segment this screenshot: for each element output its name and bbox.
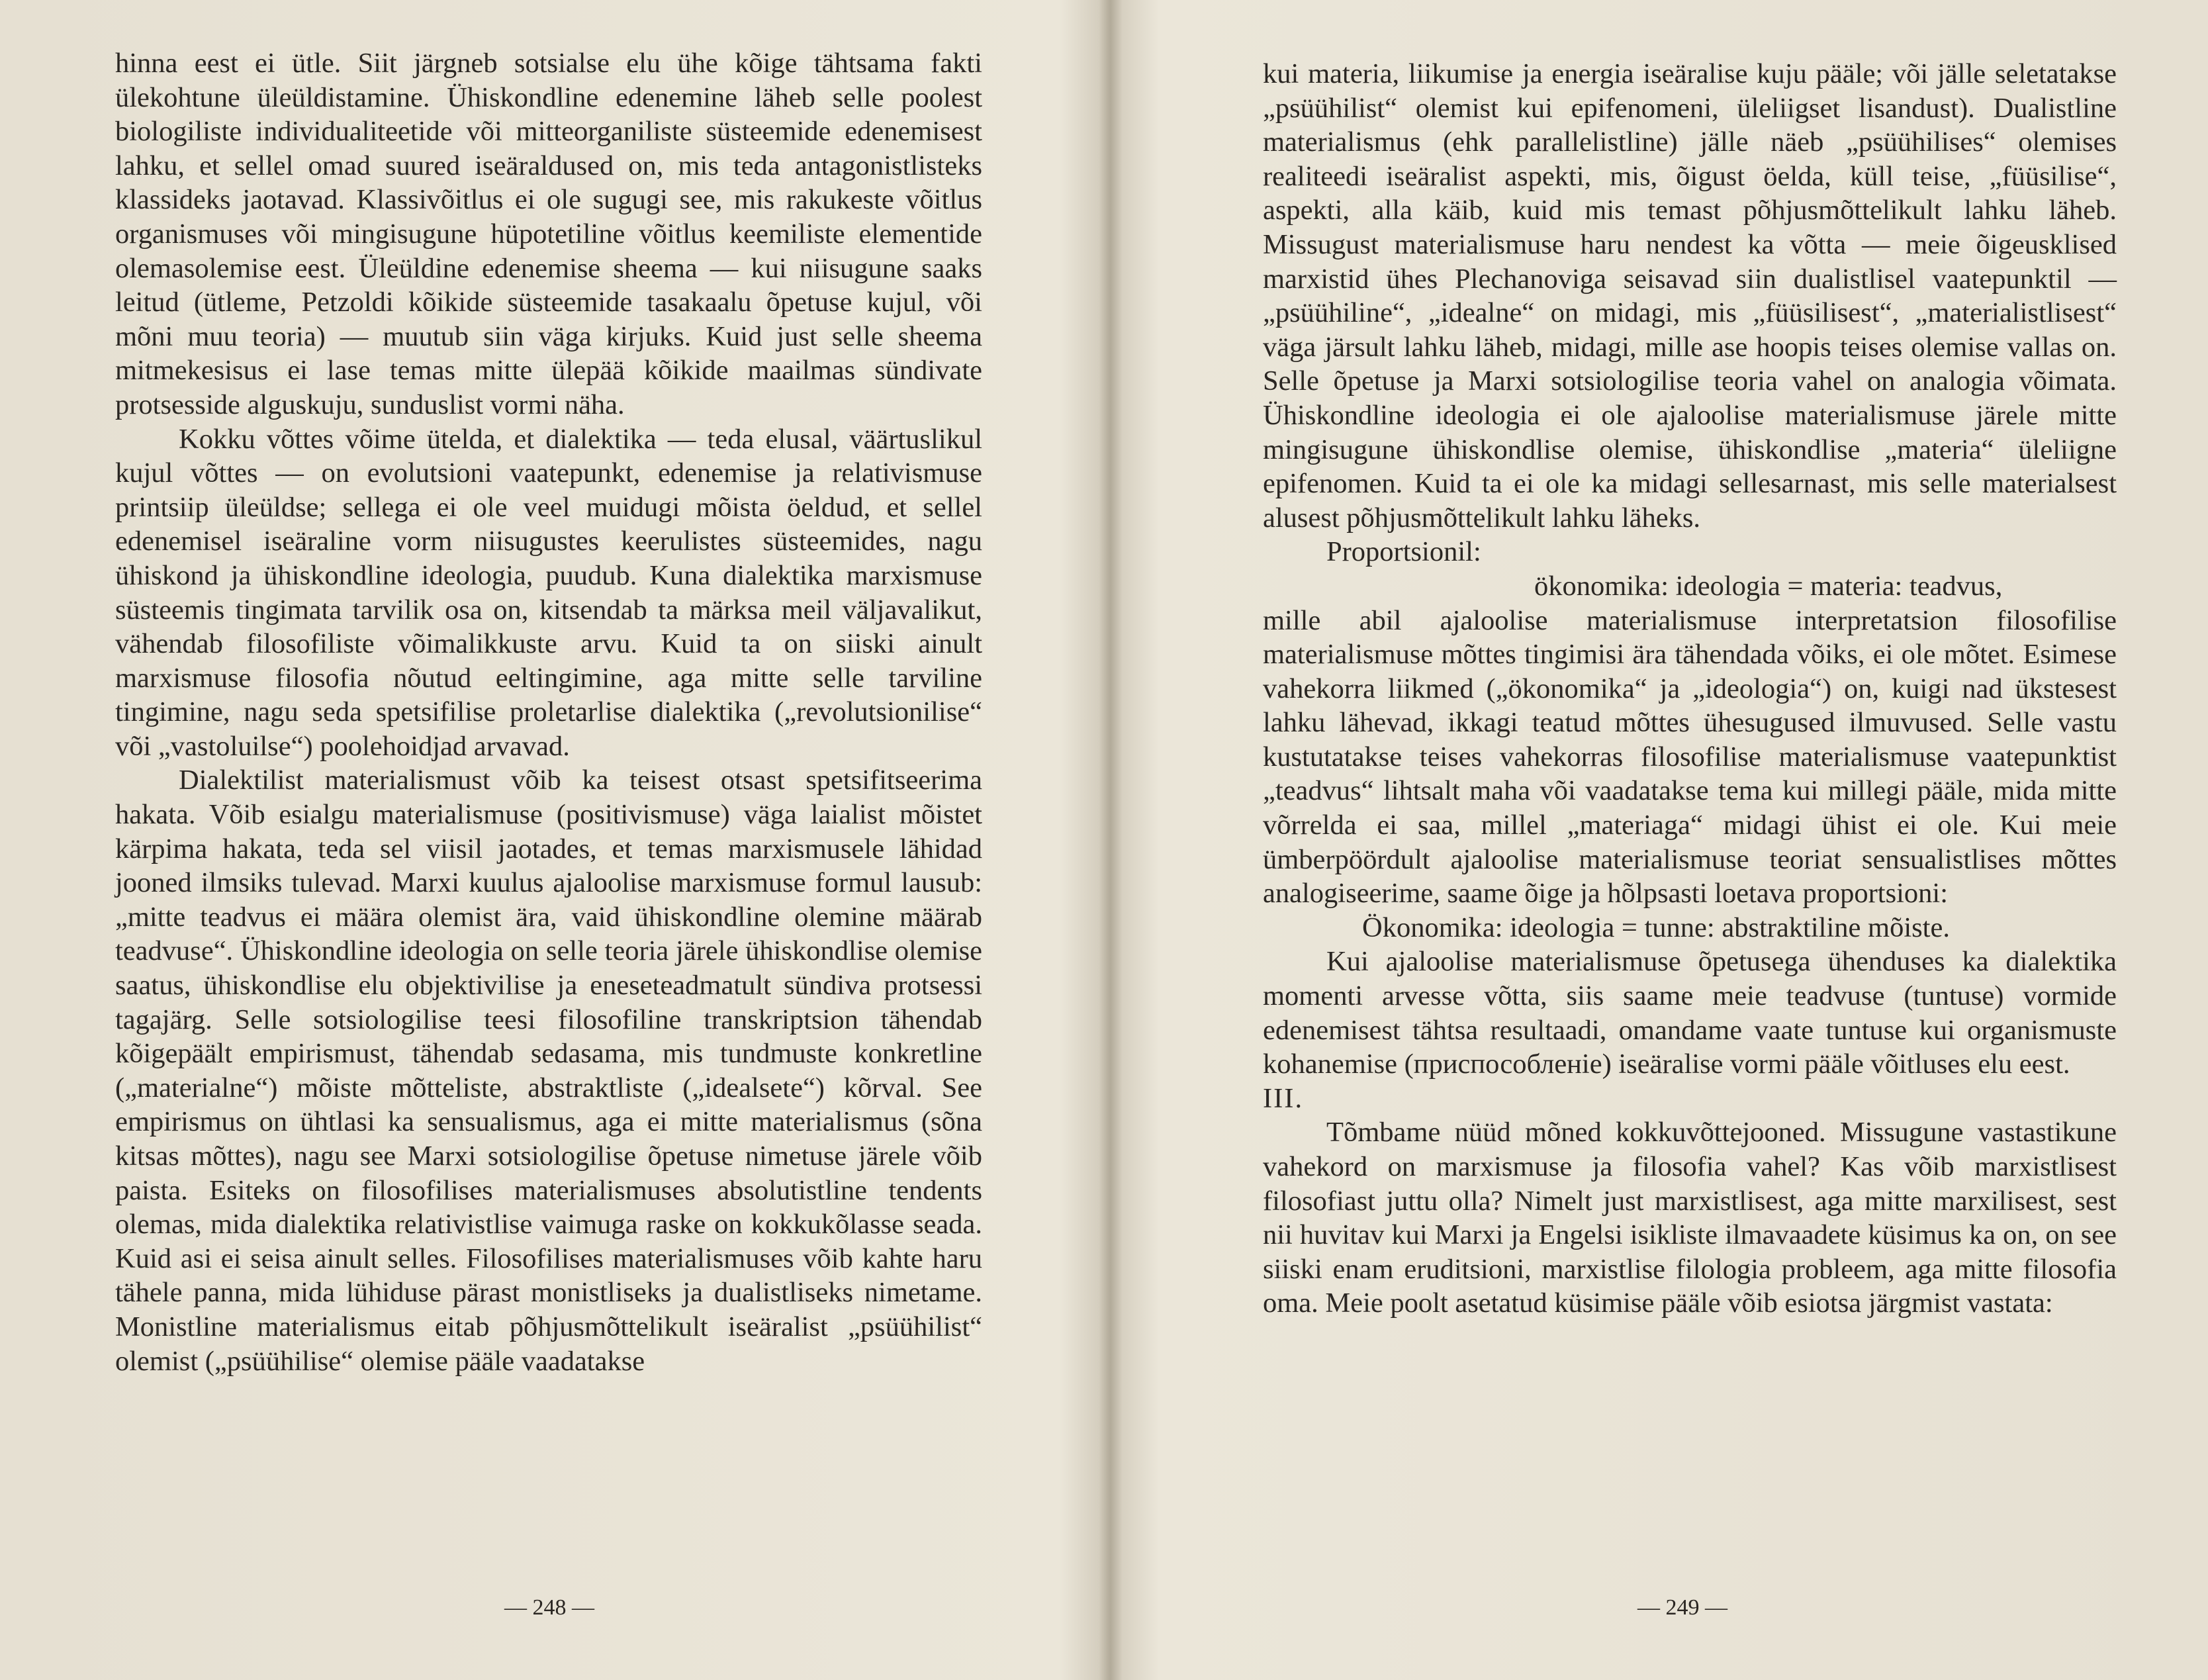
left-paragraph-3: Dialektilist materialismust võib ka teisest otsast spetsifitseerima hakata. Võib esialgu materialismuse (positivismuse) väga laialist mõistet kärpima hakata, teda sel viisil jaotades, et temas marxismusele lähidad jooned ilmsiks tulevad. Marxi kuulus ajaloolise marxismuse formul lausub: „mitte teadvus ei määra olemist ära, vaid ühiskondline olemine määrab teadvuse“. Ühiskondline ideologia on selle teoria järele ühiskondlise olemise saatus, ühiskondlise elu objektivilise ja eneseteadmatult sündiva protsessi tagajärg. Selle sotsiologilise teesi filosofiline transkriptsion tähendab kõigepäält empirismust, tähendab sedasama, mis tundmuste konkretline („materialne“) mõiste mõtteliste, abstraktliste („idealsete“) kõrval. See empirismus on ühtlasi ka sensualismus, aga ei mitte materialismus (sõna kitsas mõttes), nagu see Marxi sotsiologilise õpetuse nimetuse järele võib paista. Esiteks on filosofilises materialismuses absolutistline tendents olemas, mida dialektika relativistlise vaimuga raske on kokkukõlasse seada. Kuid asi ei seisa ainult selles. Filosofilises materialismuses võib kahte haru tähele panna, mida lühiduse pärast monistliseks ja dualistliseks nimetame. Monistline materialismus eitab põhjusmõttelikult iseäralist „psüühilist“ olemist („psüühilise“ olemise pääle vaadatakse — [115, 765, 982, 1377]
section-heading: III. — [1263, 1082, 1304, 1114]
right-paragraph-3: Kui ajaloolise materialismuse õpetusega ühenduses ka dialektika momenti arvesse võtta, siis saame meie teadvuse (tuntuse) vormide edenemisest tähtsa resultaadi, omandame vaate tuntuse kui organismuste kohanemise (приспособленіе) iseäralise vormi pääle võitluses elu eest. — [1263, 946, 2117, 1080]
right-paragraph-1: kui materia, liikumise ja energia iseäralise kuju pääle; või jälle seletatakse „psüühilist“ olemist kui epifenomeni, üleliigset lisandust). Dualistline materialismus (ehk parallelistline) jälle näeb „psüühilises“ olemises realiteedi iseäralist aspekti, mis, õigust öelda, küll teise, „füüsilise“, aspekti, alla käib, kuid mis temast põhjusmõttelikult lahku läheb. Missugust materialismuse haru nendest ka võtta — meie õigeusklised marxistid ühes Plechanoviga seisavad siin dualistlisel vaatepunktil — „psüühiline“, „idealne“ on midagi, mis „füüsilisest“, „materialistlisest“ väga järsult lahku läheb, midagi, mille ase hoopis teises olemise vallas on. Selle õpetuse ja Marxi sotsiologilise teoria vahel on analogia võimata. Ühiskondline ideologia ei ole ajaloolise materialismuse järele mitte mingisugune ühiskondlise olemise, ühiskondlise „materia“ üleliigne epifenomen. Kuid ta ei ole ka midagi sellesarnast, mis selle materialsest alusest põhjusmõttelikult lahku läheks. — [1263, 58, 2117, 534]
right-page-text — [1263, 57, 2117, 1321]
left-paragraph-1: hinna eest ei ütle. Siit järgneb sotsialse elu ühe kõige tähtsama fakti ülekohtune üleüldistamine. Ühiskondline edenemine läheb selle poolest biologiliste individualiteetide või mitteorganiliste süsteemide edenemisest lahku, et sellel omad suured iseäraldused on, mis teda antagonistlisteks klassideks jaotavad. Klassivõitlus ei ole sugugi see, mis rakukeste võitlus organismuses või mingisugune hüpotetiline võitlus keemiliste elementide olemasolemise eest. Üleüldine edenemise sheema — kui niisugune saaks leitud (ütleme, Petzoldi kõikide süsteemide tasakaalu õpetuse kujul, või mõni muu teoria) — muutub siin väga kirjuks. Kuid just selle sheema mitmekesisus ei lase temas mitte ülepää kõikide maailmas sündivate protsesside alguskuju, sunduslist vormi näha. — [115, 48, 982, 420]
formula-1: ökonomika: ideologia = materia: teadvus, — [1534, 570, 2003, 602]
right-page — [1119, 0, 2208, 1680]
formula-2: Ökonomika: ideologia = tunne: abstraktiline mõiste. — [1362, 911, 1950, 943]
page-number-right: — 249 — — [1637, 1595, 1727, 1620]
proportion-label: Proportsionil: — [1326, 536, 1481, 568]
right-paragraph-2: mille abil ajaloolise materialismuse interpretatsion filosofilise materialismuse mõttes tingimisi ära tähendada võiks, ei ole mõtet. Esimese vahekorra liikmed („ökonomika“ ja „ideologia“) on, kuigi nad ükstesest lahku lähevad, ikkagi teatud mõttes ühesugused ilmuvused. Selle vastu kustutatakse teises vahekorras filosofilise materialismuse vaatepunktist „teadvus“ lihtsalt maha või vaadatakse tema kui millegi pääle, mida mitte võrrelda ei saa, millel „materiaga“ midagi ühist ei ole. Kui meie ümberpöördult ajaloolise materialismuse teoriat sensualistlises mõttes analogiseerime, saame õige ja hõlpsasti loetava proportsioni: — [1263, 604, 2117, 910]
left-paragraph-2: Kokku võttes võime ütelda, et dialektika — teda elusal, väärtuslikul kujul võttes — on evolutsioni vaatepunkt, edenemise ja relativismuse printsiip üleüldse; sellega ei ole veel muidugi mõista öeldud, et sellel edenemisel iseäraline vorm niisugustes keerulistes süsteemides, nagu ühiskond ja ühiskondline ideologia, puudub. Kuna dialektika marxismuse süsteemis tingimata tarvilik osa on, kitsendab ta märksa meil väljavalikut, vähendab filosofiliste võimalikkuste arvu. Kuid ta on siiski ainult marxismuse filosofia nõutud eeltingimine, aga mitte selle tarviline tingimine, nagu seda spetsifilise proletarlise dialektika („revolutsionilise“ või „vastoluilse“) poolehoidjad arvavad. — [115, 423, 982, 762]
right-paragraph-4: Tõmbame nüüd mõned kokkuvõttejooned. Missugune vastastikune vahekord on marxismuse ja filosofia vahel? Kas võib marxistlisest filosofiast juttu olla? Nimelt just marxistlisest, aga mitte marxilisest, sest nii huvitav kui Marxi ja Engelsi isikliste ilmavaadete küsimus ka on, on see siiski enam eruditsioni, marxistlise filologia probleem, aga mitte filosofia oma. Meie poolt asetatud küsimise pääle võib esiotsa järgmist vastata: — [1263, 1117, 2117, 1319]
page-number-left: — 248 — — [504, 1595, 594, 1620]
left-page-text — [115, 46, 982, 1378]
